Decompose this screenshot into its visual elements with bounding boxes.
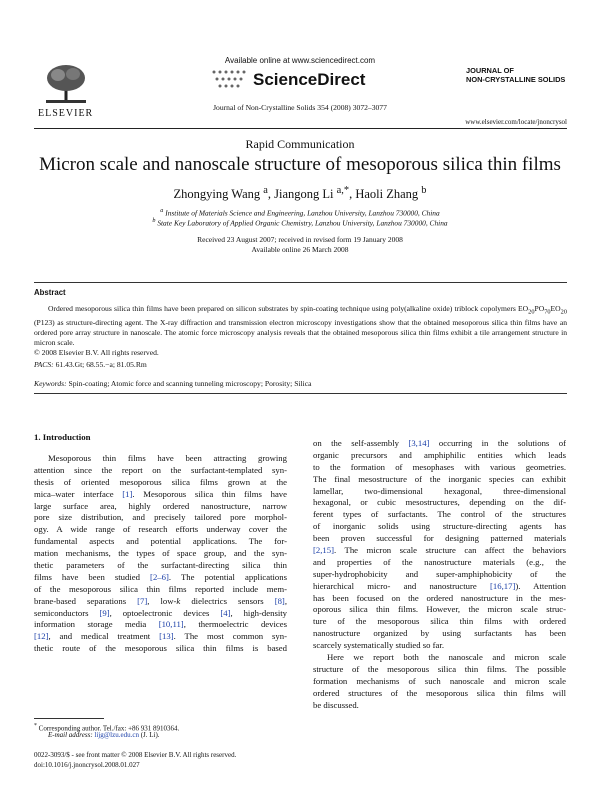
received-dates: Received 23 August 2007; received in revised form 19 January 2008 bbox=[197, 235, 403, 244]
text-line: Mesoporous thin films have been attracting growing bbox=[48, 453, 287, 463]
issn-line: 0022-3093/$ - see front matter © 2008 Elsevier B.V. All rights reserved. bbox=[34, 751, 237, 759]
body-column-right bbox=[313, 438, 566, 711]
text-line: hierarchical micro- and nanostructure [16,17]). Attention bbox=[313, 580, 566, 591]
text-line: ogy. A wide range of research efforts underway cover the bbox=[34, 524, 287, 535]
available-online-date: Available online 26 March 2008 bbox=[251, 245, 349, 254]
text-line: pore size distribution, and precisely tailored pore morphol- bbox=[34, 512, 287, 523]
journal-citation: Journal of Non-Crystalline Solids 354 (2008) 3072–3077 bbox=[213, 103, 387, 112]
keywords-divider bbox=[34, 393, 567, 394]
abstract-heading: Abstract bbox=[34, 288, 66, 297]
text-line: brane-based separations [7], low-k dielectrics sensors [8], bbox=[34, 595, 287, 606]
text-line: on the self-assembly [3,14] occurring in the solutions of bbox=[313, 438, 566, 448]
text-line: formation mechanisms of such nanoscale and micron scale bbox=[313, 675, 566, 686]
text-line: ture of the mesoporous silica thin films with ordered bbox=[313, 616, 566, 627]
available-online-text: Available online at www.sciencedirect.com bbox=[224, 56, 376, 65]
text-line: thesis of oriented mesoporous silica films grown at the bbox=[34, 476, 287, 487]
journal-logo-line2: NON-CRYSTALLINE SOLIDS bbox=[466, 75, 566, 84]
text-line: be discussed. bbox=[313, 699, 359, 710]
text-line: been proven successful for designing patterned materials bbox=[313, 533, 566, 544]
section-heading-introduction: 1. Introduction bbox=[34, 432, 91, 442]
text-line: super-hydrophobicity and super-amphiphobicity of the bbox=[313, 568, 566, 579]
text-line: mica–water interface [1]. Mesoporous silica thin films have bbox=[34, 488, 287, 499]
text-line: semiconductors [9], optoelectronic devices [4], high-density bbox=[34, 607, 287, 618]
footnote-divider bbox=[34, 718, 104, 719]
text-line: nanostructure organized by using surfactants has been bbox=[313, 628, 566, 639]
author-list: Zhongying Wang $^a$, Jiangong Li $^{a,*}$, Haoli Zhang $^b$ bbox=[173, 185, 427, 202]
text-line: and properties of the nanostructure materials (e.g., the bbox=[313, 556, 566, 567]
sciencedirect-dots-logo bbox=[210, 68, 250, 90]
text-line: hexagonal, or cubic mesostructures, depending on the dif- bbox=[313, 497, 566, 508]
text-line: ordered structures of the mesoporous silica thin films will bbox=[313, 687, 566, 698]
text-line: oporous silica thin films. However, the micron scale struc- bbox=[313, 604, 566, 615]
affiliation-a: $^a$ Institute of Materials Science and Engineering, Lanzhou University, Lanzhou 730000, China bbox=[160, 208, 440, 218]
affiliation-b: $^b$ State Key Laboratory of Applied Organic Chemistry, Lanzhou University, Lanzhou 730000, China bbox=[152, 218, 448, 228]
publisher-name: ELSEVIER bbox=[38, 108, 94, 119]
body-column-left bbox=[34, 453, 287, 655]
text-line: attention since the report on the surfactant-templated syn- bbox=[34, 464, 287, 475]
header-divider bbox=[34, 128, 567, 129]
text-line: scarcely systematically studied so far. bbox=[313, 640, 444, 651]
text-line: ferent types of surfactants. The control of the structures bbox=[313, 509, 566, 520]
text-line: thetic parameters of the surfactant-directing silica thin bbox=[34, 560, 287, 571]
text-line: Here we report both the nanoscale and micron scale bbox=[327, 652, 566, 663]
text-line: thetic route of the mesoporous silica thin films is based bbox=[34, 643, 287, 654]
pacs-codes: PACS: 61.43.Gt; 68.55.−a; 81.05.Rm bbox=[34, 360, 147, 369]
journal-logo-line1: JOURNAL OF bbox=[466, 66, 514, 75]
text-line: mation mechanisms, the types of space group, and the syn- bbox=[34, 548, 287, 559]
text-line: [2,15]. The micron scale structure can affect the behaviors bbox=[313, 545, 566, 556]
sciencedirect-logo-text: ScienceDirect bbox=[253, 70, 366, 89]
author-email-note: E-mail address: lijg@lzu.edu.cn (J. Li). bbox=[48, 731, 160, 739]
text-line: films have been studied [2–6]. The potential applications bbox=[34, 571, 287, 582]
text-line: structure of the mesoporous silica thin films. The possible bbox=[313, 663, 566, 674]
text-line: [12], and medical treatment [13]. The most common syn- bbox=[34, 631, 287, 642]
text-line: information storage media [10,11], thermoelectric devices bbox=[34, 619, 287, 630]
abstract-body bbox=[34, 304, 567, 358]
abstract-copyright: © 2008 Elsevier B.V. All rights reserved. bbox=[34, 347, 159, 357]
article-type: Rapid Communication bbox=[245, 137, 355, 151]
text-line: The final mesostructure of the inorganic species can exhibit bbox=[313, 473, 566, 484]
abstract-divider bbox=[34, 282, 567, 283]
text-line: large surface area, highly ordered nanostructure, narrow bbox=[34, 500, 287, 511]
article-title: Micron scale and nanoscale structure of mesoporous silica thin films bbox=[39, 154, 561, 175]
text-line: fundamental aspects and potential applications. The for- bbox=[34, 536, 287, 547]
journal-url[interactable]: www.elsevier.com/locate/jnoncrysol bbox=[465, 118, 567, 126]
text-line: lamellar, two-dimensional hexagonal, three-dimensional bbox=[313, 485, 566, 496]
keywords: Keywords: Spin-coating; Atomic force and scanning tunneling microscopy; Porosity; Silica bbox=[34, 379, 312, 388]
corresponding-author-note: * Corresponding author. Tel./fax: +86 931 8910364. bbox=[34, 723, 180, 733]
text-line: to the formation of mesophases with various geometries. bbox=[313, 461, 566, 472]
elsevier-tree-logo bbox=[42, 62, 90, 106]
doi-line[interactable]: doi:10.1016/j.jnoncrysol.2008.01.027 bbox=[34, 761, 140, 769]
journal-logo bbox=[466, 66, 566, 84]
text-line: of the mesoporous silica thin films reported include mem- bbox=[34, 583, 287, 594]
text-line: of inorganic solids using structure-directing agents has bbox=[313, 521, 566, 532]
text-line: has been focused on the ordered nanostructure in the mes- bbox=[313, 592, 566, 603]
abstract-text: Ordered mesoporous silica thin films have been prepared on silicon substrates by spin-coating technique using poly(alkaline oxide) triblock copolymers $EO_{20}PO_{70}EO_{20}$ (P123) as structure-directing agent. The X-ray diffraction and transmission electron microscopy investigations show that the obtained mesoporous silica thin films have an ordered pore array structure in nanoscale. The atomic force microscopy analysis reveals that the obtained mesoporous silica thin films exhibit a tile arrangement structure in micron scale. bbox=[34, 304, 567, 347]
text-line: organic precursors and amphiphilic entities which leads bbox=[313, 449, 566, 460]
